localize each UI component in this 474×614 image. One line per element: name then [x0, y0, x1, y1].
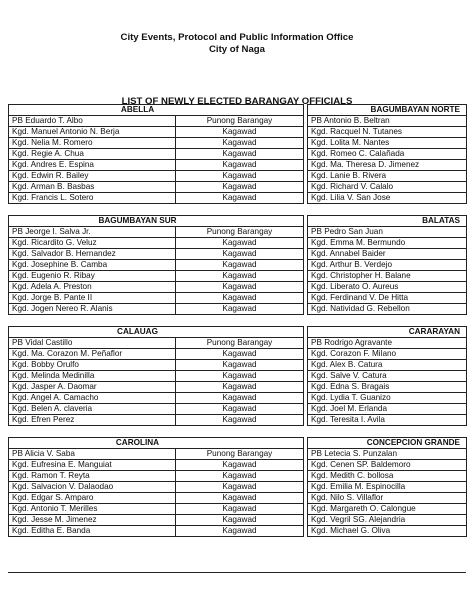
official-position: Punong Barangay	[176, 116, 304, 127]
official-row	[9, 460, 304, 471]
official-row	[9, 282, 304, 293]
official-row	[308, 393, 467, 404]
barangay-name: BALATAS	[308, 216, 467, 227]
official-row	[308, 404, 467, 415]
official-row	[9, 349, 304, 360]
official-position: Punong Barangay	[176, 449, 304, 460]
official-row	[308, 382, 467, 393]
official-row	[308, 127, 467, 138]
barangay-table-right	[307, 215, 467, 315]
barangay-block	[8, 437, 466, 548]
official-row	[9, 504, 304, 515]
official-row	[308, 415, 467, 426]
official-name: Kgd. Lanie B. Rivera	[308, 171, 467, 182]
official-row	[9, 515, 304, 526]
official-name: Kgd. Eugenio R. Ribay	[9, 271, 176, 282]
barangay-header-row	[308, 438, 467, 449]
official-position: Kagawad	[176, 460, 304, 471]
official-row	[9, 404, 304, 415]
official-name: Kgd. Andres E. Espina	[9, 160, 176, 171]
official-position: Punong Barangay	[176, 227, 304, 238]
official-row	[9, 415, 304, 426]
official-name: Kgd. Ferdinand V. De Hitta	[308, 293, 467, 304]
official-row	[9, 127, 304, 138]
official-row	[9, 193, 304, 204]
official-name: Kgd. Angel A. Camacho	[9, 393, 176, 404]
official-position: Kagawad	[176, 382, 304, 393]
official-row	[308, 138, 467, 149]
official-name: Kgd. Josephine B. Camba	[9, 260, 176, 271]
official-name: Kgd. Ramon T. Reyta	[9, 471, 176, 482]
official-name: Kgd. Natividad G. Rebellon	[308, 304, 467, 315]
official-position: Kagawad	[176, 260, 304, 271]
footer-divider	[8, 572, 466, 573]
official-name: Kgd. Editha E. Banda	[9, 526, 176, 537]
official-name: Kgd. Corazon F. Milano	[308, 349, 467, 360]
barangay-block	[8, 326, 466, 437]
official-row	[9, 293, 304, 304]
barangay-table-right	[307, 326, 467, 426]
official-name: Kgd. Salvador B. Hernandez	[9, 249, 176, 260]
official-name: Kgd. Bobby Orulfo	[9, 360, 176, 371]
official-name: PB Rodrigo Agravante	[308, 338, 467, 349]
barangay-table-right	[307, 104, 467, 204]
official-row	[308, 238, 467, 249]
official-position: Kagawad	[176, 349, 304, 360]
official-name: Kgd. Adela A. Preston	[9, 282, 176, 293]
official-name: Kgd. Edwin R. Bailey	[9, 171, 176, 182]
official-row	[308, 171, 467, 182]
official-name: Kgd. Alex B. Catura	[308, 360, 467, 371]
official-name: Kgd. Margareth O. Calongue	[308, 504, 467, 515]
official-position: Kagawad	[176, 304, 304, 315]
official-row	[308, 227, 467, 238]
official-row	[308, 471, 467, 482]
barangay-name: CALAUAG	[9, 327, 304, 338]
barangay-table-left	[8, 104, 304, 204]
barangay-header-row	[9, 438, 304, 449]
barangay-header-row	[9, 327, 304, 338]
official-row	[9, 138, 304, 149]
official-name: Kgd. Lilia V. San Jose	[308, 193, 467, 204]
official-name: Kgd. Jogen Nereo R. Alanis	[9, 304, 176, 315]
official-name: Kgd. Teresita I. Avila	[308, 415, 467, 426]
official-name: Kgd. Racquel N. Tutanes	[308, 127, 467, 138]
official-name: Kgd. Antonio T. Merilles	[9, 504, 176, 515]
official-name: Kgd. Liberato O. Aureus	[308, 282, 467, 293]
official-name: Kgd. Eufresina E. Manguiat	[9, 460, 176, 471]
official-name: PB Pedro San Juan	[308, 227, 467, 238]
barangay-name: ABELLA	[9, 105, 304, 116]
official-name: Kgd. Regie A. Chua	[9, 149, 176, 160]
official-row	[9, 160, 304, 171]
official-row	[9, 304, 304, 315]
official-name: Kgd. Romeo C. Calañada	[308, 149, 467, 160]
official-row	[308, 482, 467, 493]
official-row	[308, 515, 467, 526]
official-name: PB Antonio B. Beltran	[308, 116, 467, 127]
official-row	[9, 249, 304, 260]
official-row	[308, 249, 467, 260]
official-row	[9, 482, 304, 493]
official-position: Kagawad	[176, 282, 304, 293]
official-row	[308, 460, 467, 471]
official-row	[308, 116, 467, 127]
official-name: PB Vidal Castillo	[9, 338, 176, 349]
barangay-table-left	[8, 437, 304, 537]
official-position: Kagawad	[176, 238, 304, 249]
official-row	[308, 504, 467, 515]
official-row	[308, 349, 467, 360]
official-name: Kgd. Ricardito G. Veluz	[9, 238, 176, 249]
official-row	[9, 382, 304, 393]
official-name: Kgd. Emma M. Bermundo	[308, 238, 467, 249]
official-row	[9, 260, 304, 271]
official-position: Kagawad	[176, 371, 304, 382]
official-position: Kagawad	[176, 171, 304, 182]
official-name: PB Alicia V. Saba	[9, 449, 176, 460]
official-name: Kgd. Salvacion V. Dalaodao	[9, 482, 176, 493]
official-position: Kagawad	[176, 393, 304, 404]
official-position: Kagawad	[176, 404, 304, 415]
official-position: Kagawad	[176, 526, 304, 537]
office-name: City Events, Protocol and Public Information Office	[120, 32, 354, 43]
official-row	[9, 360, 304, 371]
official-name: Kgd. Cenen SP. Baldemoro	[308, 460, 467, 471]
official-row	[308, 260, 467, 271]
official-row	[308, 526, 467, 537]
official-row	[308, 338, 467, 349]
official-position: Kagawad	[176, 415, 304, 426]
official-row	[308, 193, 467, 204]
official-position: Kagawad	[176, 482, 304, 493]
official-position: Punong Barangay	[176, 338, 304, 349]
official-name: Kgd. Manuel Antonio N. Berja	[9, 127, 176, 138]
official-name: Kgd. Belen A. claveria	[9, 404, 176, 415]
official-row	[308, 182, 467, 193]
official-name: Kgd. Vegril SG. Alejandria	[308, 515, 467, 526]
official-name: Kgd. Michael G. Oliva	[308, 526, 467, 537]
official-position: Kagawad	[176, 249, 304, 260]
official-row	[308, 304, 467, 315]
official-position: Kagawad	[176, 515, 304, 526]
official-position: Kagawad	[176, 360, 304, 371]
barangay-table-left	[8, 326, 304, 426]
official-name: Kgd. Efren Perez	[9, 415, 176, 426]
official-row	[9, 227, 304, 238]
official-position: Kagawad	[176, 471, 304, 482]
barangay-block	[8, 215, 466, 326]
official-position: Kagawad	[176, 271, 304, 282]
barangay-table-left	[8, 215, 304, 315]
official-name: Kgd. Ma. Theresa D. Jimenez	[308, 160, 467, 171]
official-name: Kgd. Lydia T. Guanizo	[308, 393, 467, 404]
official-row	[9, 149, 304, 160]
official-name: Kgd. Nelia M. Romero	[9, 138, 176, 149]
barangay-header-row	[9, 105, 304, 116]
official-position: Kagawad	[176, 127, 304, 138]
official-position: Kagawad	[176, 193, 304, 204]
page-header	[0, 32, 474, 56]
official-name: Kgd. Francis L. Sotero	[9, 193, 176, 204]
official-row	[308, 282, 467, 293]
official-row	[9, 449, 304, 460]
official-name: PB Eduardo T. Albo	[9, 116, 176, 127]
official-row	[308, 493, 467, 504]
official-position: Kagawad	[176, 149, 304, 160]
official-row	[308, 160, 467, 171]
barangay-block	[8, 104, 466, 215]
official-row	[9, 182, 304, 193]
official-name: Kgd. Christopher H. Balane	[308, 271, 467, 282]
official-name: Kgd. Nilo S. Villaflor	[308, 493, 467, 504]
official-name: Kgd. Emilia M. Espinocilla	[308, 482, 467, 493]
official-row	[9, 371, 304, 382]
official-name: Kgd. Annabel Baider	[308, 249, 467, 260]
official-position: Kagawad	[176, 493, 304, 504]
official-row	[9, 393, 304, 404]
official-row	[308, 293, 467, 304]
official-position: Kagawad	[176, 182, 304, 193]
official-name: Kgd. Jorge B. Pante II	[9, 293, 176, 304]
official-row	[9, 493, 304, 504]
official-name: Kgd. Jasper A. Daomar	[9, 382, 176, 393]
barangay-table-right	[307, 437, 467, 537]
barangay-name: CAROLINA	[9, 438, 304, 449]
official-name: Kgd. Lolita M. Nantes	[308, 138, 467, 149]
official-row	[9, 271, 304, 282]
official-row	[9, 238, 304, 249]
official-name: Kgd. Joel M. Erlanda	[308, 404, 467, 415]
barangay-header-row	[308, 105, 467, 116]
official-position: Kagawad	[176, 138, 304, 149]
official-row	[9, 171, 304, 182]
official-row	[9, 338, 304, 349]
barangay-header-row	[308, 327, 467, 338]
official-name: Kgd. Melinda Medinilla	[9, 371, 176, 382]
official-position: Kagawad	[176, 160, 304, 171]
barangay-name: BAGUMBAYAN SUR	[9, 216, 304, 227]
official-name: PB Jeorge I. Salva Jr.	[9, 227, 176, 238]
barangay-name: CARARAYAN	[308, 327, 467, 338]
official-name: Kgd. Medith C. bollosa	[308, 471, 467, 482]
official-name: Kgd. Edna S. Bragais	[308, 382, 467, 393]
official-row	[9, 116, 304, 127]
city-name: City of Naga	[209, 44, 265, 55]
barangay-header-row	[308, 216, 467, 227]
document-title: LIST OF NEWLY ELECTED BARANGAY OFFICIALS	[121, 96, 353, 107]
official-name: Kgd. Arman B. Basbas	[9, 182, 176, 193]
official-row	[9, 471, 304, 482]
official-row	[308, 149, 467, 160]
official-name: Kgd. Salve V. Catura	[308, 371, 467, 382]
official-row	[308, 449, 467, 460]
official-row	[308, 271, 467, 282]
barangay-name: CONCEPCION GRANDE	[308, 438, 467, 449]
official-row	[308, 371, 467, 382]
official-name: Kgd. Jesse M. Jimenez	[9, 515, 176, 526]
official-row	[9, 526, 304, 537]
official-row	[308, 360, 467, 371]
official-position: Kagawad	[176, 504, 304, 515]
official-position: Kagawad	[176, 293, 304, 304]
official-name: Kgd. Ma. Corazon M. Peñaflor	[9, 349, 176, 360]
official-name: Kgd. Edgar S. Amparo	[9, 493, 176, 504]
official-name: PB Letecia S. Punzalan	[308, 449, 467, 460]
barangay-name: BAGUMBAYAN NORTE	[308, 105, 467, 116]
official-name: Kgd. Arthur B. Verdejo	[308, 260, 467, 271]
barangay-header-row	[9, 216, 304, 227]
official-name: Kgd. Richard V. Calalo	[308, 182, 467, 193]
